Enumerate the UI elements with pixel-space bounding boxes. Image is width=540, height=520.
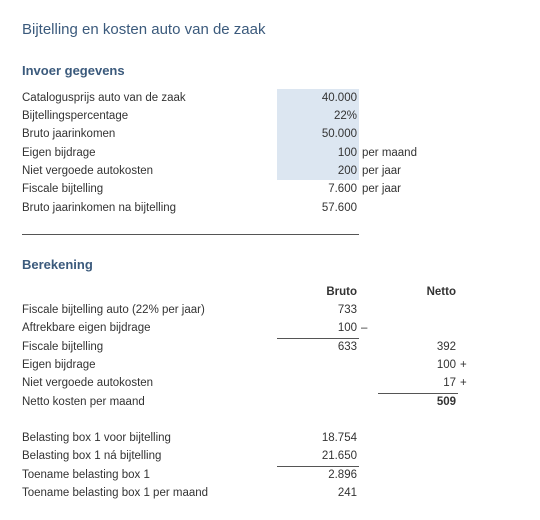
calc-op-plus-2: + bbox=[460, 377, 467, 389]
calc-op-minus: – bbox=[361, 322, 368, 334]
input-label-fiscale-bijtelling: Fiscale bijtelling bbox=[22, 183, 104, 195]
calc-netto-fiscale-bijtelling: 392 bbox=[436, 341, 456, 353]
input-unit-eigen-bijdrage: per maand bbox=[362, 147, 417, 159]
input-value-niet-vergoede-autokosten[interactable]: 200 bbox=[337, 165, 357, 177]
column-header-bruto: Bruto bbox=[326, 286, 357, 298]
calc-netto-eigen-bijdrage: 100 bbox=[436, 359, 456, 371]
calc-netto-kosten-total: 509 bbox=[436, 396, 456, 408]
tax-value-toename-per-maand: 241 bbox=[337, 487, 357, 499]
tax-label-toename-per-maand: Toename belasting box 1 per maand bbox=[22, 487, 209, 499]
calc-bruto-fiscale-bijtelling: 633 bbox=[337, 341, 357, 353]
input-value-eigen-bijdrage[interactable]: 100 bbox=[337, 147, 357, 159]
input-label-bruto-na-bijtelling: Bruto jaarinkomen na bijtelling bbox=[22, 202, 177, 214]
calc-label-fiscale-bijtelling-auto: Fiscale bijtelling auto (22% per jaar) bbox=[22, 304, 205, 316]
input-label-bruto-jaarinkomen: Bruto jaarinkomen bbox=[22, 128, 116, 140]
calc-netto-niet-vergoede-autokosten: 17 bbox=[443, 377, 456, 389]
tax-label-voor-bijtelling: Belasting box 1 voor bijtelling bbox=[22, 432, 171, 444]
input-label-catalogusprijs: Catalogusprijs auto van de zaak bbox=[22, 92, 186, 104]
calc-op-plus-1: + bbox=[460, 359, 467, 371]
calc-label-eigen-bijdrage: Eigen bijdrage bbox=[22, 359, 96, 371]
page-title: Bijtelling en kosten auto van de zaak bbox=[22, 21, 266, 38]
tax-label-na-bijtelling: Belasting box 1 ná bijtelling bbox=[22, 450, 162, 462]
calc-section-heading: Berekening bbox=[22, 257, 93, 272]
input-label-niet-vergoede-autokosten: Niet vergoede autokosten bbox=[22, 165, 154, 177]
calc-label-netto-kosten: Netto kosten per maand bbox=[22, 396, 145, 408]
calc-label-fiscale-bijtelling: Fiscale bijtelling bbox=[22, 341, 104, 353]
calc-bruto-aftrekbare-eigen-bijdrage: 100 bbox=[337, 322, 357, 334]
input-value-catalogusprijs[interactable]: 40.000 bbox=[321, 92, 357, 104]
tax-value-na-bijtelling: 21.650 bbox=[321, 450, 357, 462]
calc-label-niet-vergoede-autokosten: Niet vergoede autokosten bbox=[22, 377, 154, 389]
section-divider bbox=[22, 234, 359, 235]
input-value-bruto-na-bijtelling: 57.600 bbox=[321, 202, 357, 214]
input-value-bijtellingspercentage[interactable]: 22% bbox=[333, 110, 357, 122]
tax-value-toename: 2.896 bbox=[328, 469, 357, 481]
input-label-bijtellingspercentage: Bijtellingspercentage bbox=[22, 110, 129, 122]
input-value-fiscale-bijtelling: 7.600 bbox=[328, 183, 357, 195]
bruto-sum-line bbox=[277, 338, 359, 339]
calc-bruto-fiscale-bijtelling-auto: 733 bbox=[337, 304, 357, 316]
netto-sum-line bbox=[378, 393, 458, 394]
input-section-heading: Invoer gegevens bbox=[22, 63, 125, 78]
calc-label-aftrekbare-eigen-bijdrage: Aftrekbare eigen bijdrage bbox=[22, 322, 151, 334]
tax-label-toename: Toename belasting box 1 bbox=[22, 469, 150, 481]
tax-value-voor-bijtelling: 18.754 bbox=[321, 432, 357, 444]
input-unit-fiscale-bijtelling: per jaar bbox=[362, 183, 401, 195]
column-header-netto: Netto bbox=[426, 286, 456, 298]
input-unit-niet-vergoede-autokosten: per jaar bbox=[362, 165, 401, 177]
input-value-bruto-jaarinkomen[interactable]: 50.000 bbox=[321, 128, 357, 140]
tax-sum-line bbox=[277, 466, 359, 467]
input-label-eigen-bijdrage: Eigen bijdrage bbox=[22, 147, 96, 159]
